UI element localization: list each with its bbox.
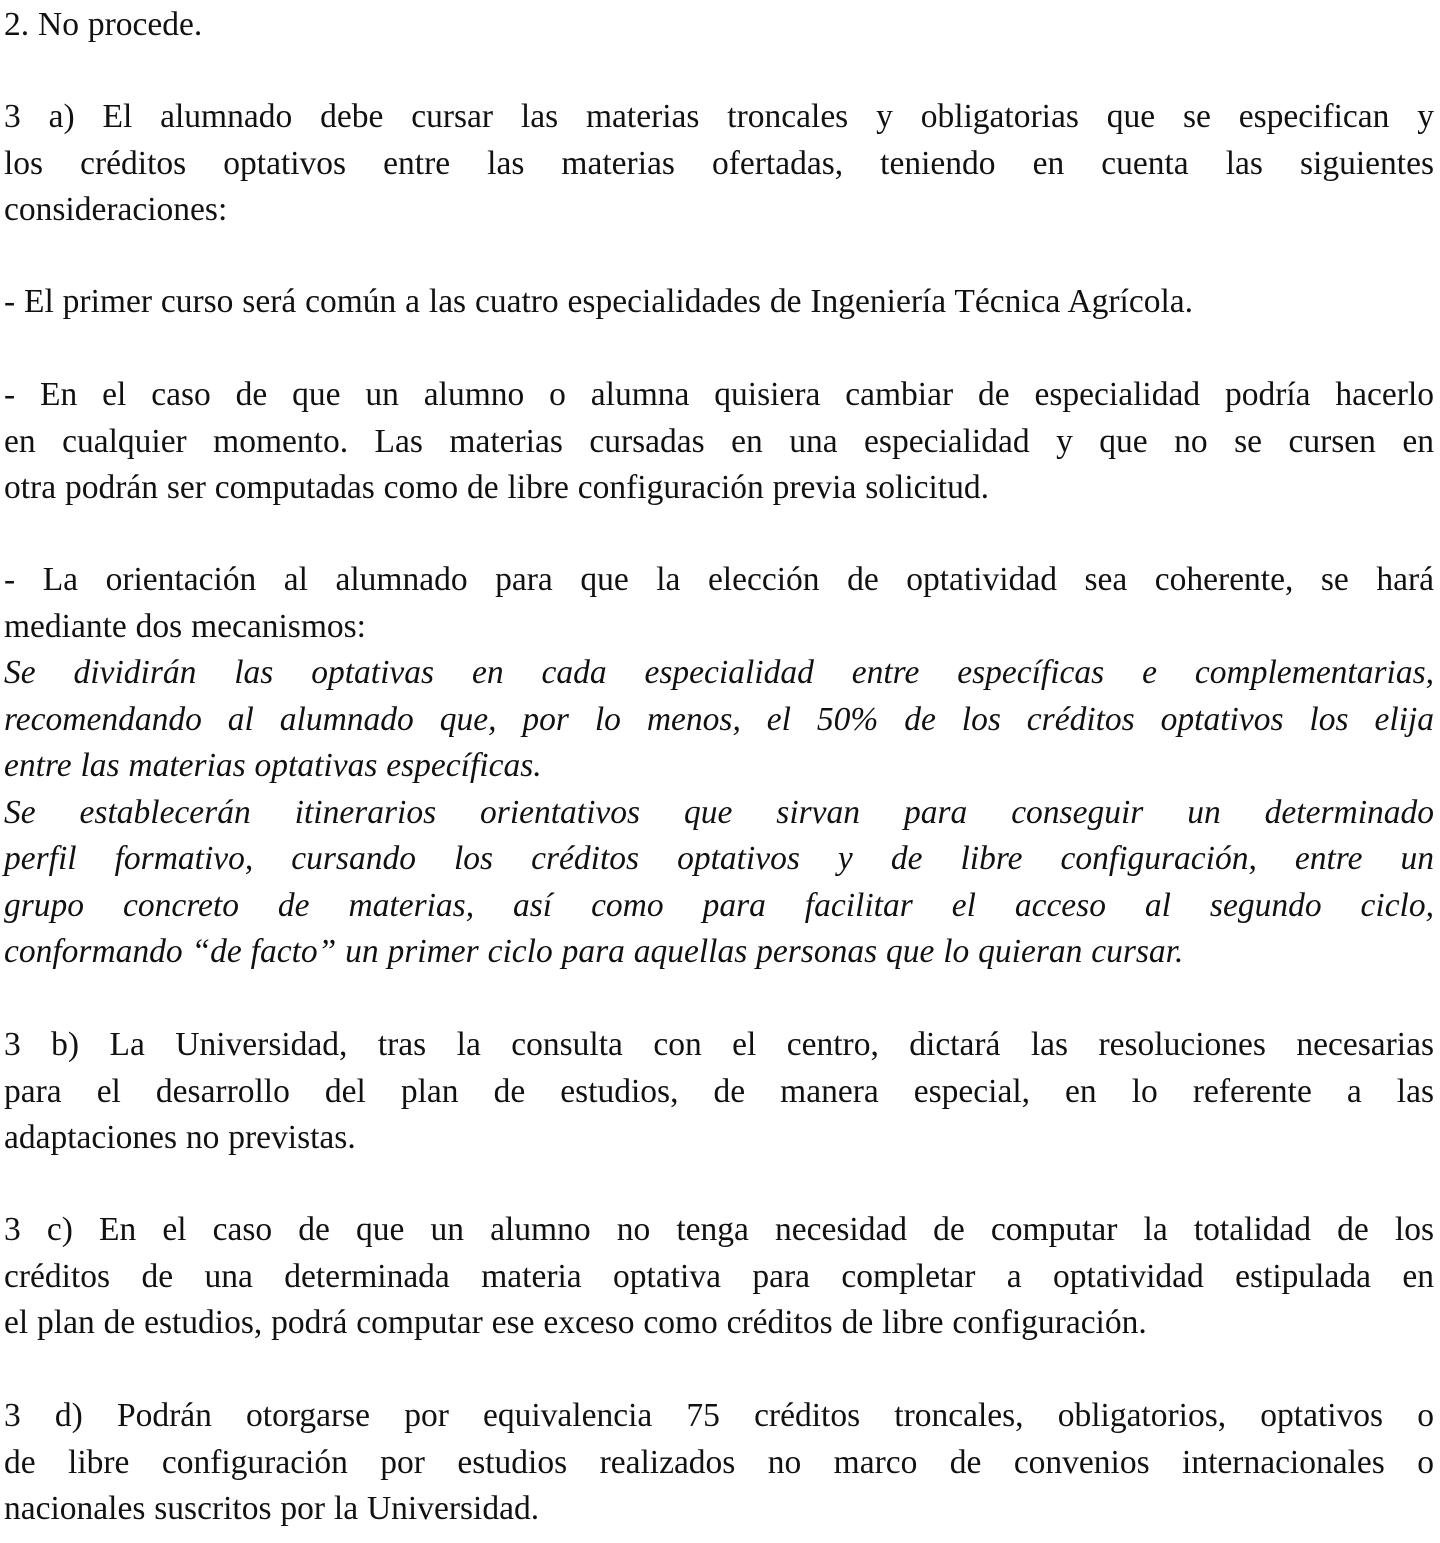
bullet-orientation-line-1: - La orientación al alumnado para que la elección de optatividad sea coherente, se hará (4, 561, 1434, 598)
paragraph-3a-line-2: los créditos optativos entre las materias ofertadas, teniendo en cuenta las siguientes (4, 144, 1434, 182)
mechanism-2-line-3: grupo concreto de materias, así como para facilitar el acceso al segundo ciclo, (4, 886, 1434, 924)
paragraph-3a (4, 94, 1434, 234)
bullet-change-specialty-line-3: otra podrán ser computadas como de libre configuración previa solicitud. (4, 469, 989, 506)
document-page (4, 0, 1434, 1543)
mechanism-1-line-1: Se dividirán las optativas en cada especialidad entre específicas e complementarias, (4, 654, 1434, 691)
bullet-first-course-line: - El primer curso será común a las cuatro especialidades de Ingeniería Técnica Agrícola. (4, 283, 1194, 320)
mechanism-1-line-2: recomendando al alumnado que, por lo menos, el 50% de los créditos optativos los elija (4, 700, 1434, 738)
paragraph-3b-line-2: para el desarrollo del plan de estudios, de manera especial, en lo referente a las (4, 1072, 1434, 1110)
orientation-mechanisms (4, 650, 1434, 976)
paragraph-3d (4, 1393, 1434, 1533)
paragraph-3c (4, 1207, 1434, 1347)
bullet-orientation (4, 557, 1434, 976)
paragraph-3a-line-3: consideraciones: (4, 191, 228, 228)
paragraph-3b-line-1: 3 b) La Universidad, tras la consulta con el centro, dictará las resoluciones necesarias (4, 1026, 1434, 1063)
bullet-change-specialty-line-1: - En el caso de que un alumno o alumna quisiera cambiar de especialidad podría hacerlo (4, 376, 1434, 413)
mechanism-2-line-4: conformando “de facto” un primer ciclo para aquellas personas que lo quieran cursar. (4, 933, 1184, 970)
paragraph-3c-line-2: créditos de una determinada materia optativa para completar a optatividad estipulada en (4, 1257, 1434, 1295)
paragraph-2-line: 2. No procede. (4, 6, 203, 43)
mechanism-2-line-2: perfil formativo, cursando los créditos optativos y de libre configuración, entre un (4, 840, 1434, 877)
bullet-change-specialty (4, 372, 1434, 512)
bullet-orientation-line-2: mediante dos mecanismos: (4, 607, 366, 645)
bullet-first-course (4, 279, 1434, 326)
mechanism-2-line-1: Se establecerán itinerarios orientativos que sirvan para conseguir un determinado (4, 793, 1434, 831)
paragraph-3b (4, 1022, 1434, 1162)
paragraph-3d-line-3: nacionales suscritos por la Universidad. (4, 1490, 540, 1527)
paragraph-2 (4, 2, 1434, 49)
bullet-change-specialty-line-2: en cualquier momento. Las materias cursadas en una especialidad y que no se cursen en (4, 422, 1434, 460)
paragraph-3d-line-2: de libre configuración por estudios realizados no marco de convenios internacionales o (4, 1443, 1434, 1481)
paragraph-3b-line-3: adaptaciones no previstas. (4, 1119, 356, 1156)
mechanism-1-line-3: entre las materias optativas específicas. (4, 747, 542, 784)
paragraph-3d-line-1: 3 d) Podrán otorgarse por equivalencia 75 créditos troncales, obligatorios, optativos o (4, 1397, 1434, 1434)
paragraph-3a-line-1: 3 a) El alumnado debe cursar las materias troncales y obligatorias que se especifican y (4, 98, 1434, 135)
paragraph-3c-line-1: 3 c) En el caso de que un alumno no tenga necesidad de computar la totalidad de los (4, 1211, 1434, 1248)
paragraph-3c-line-3: el plan de estudios, podrá computar ese exceso como créditos de libre configuración. (4, 1304, 1147, 1341)
